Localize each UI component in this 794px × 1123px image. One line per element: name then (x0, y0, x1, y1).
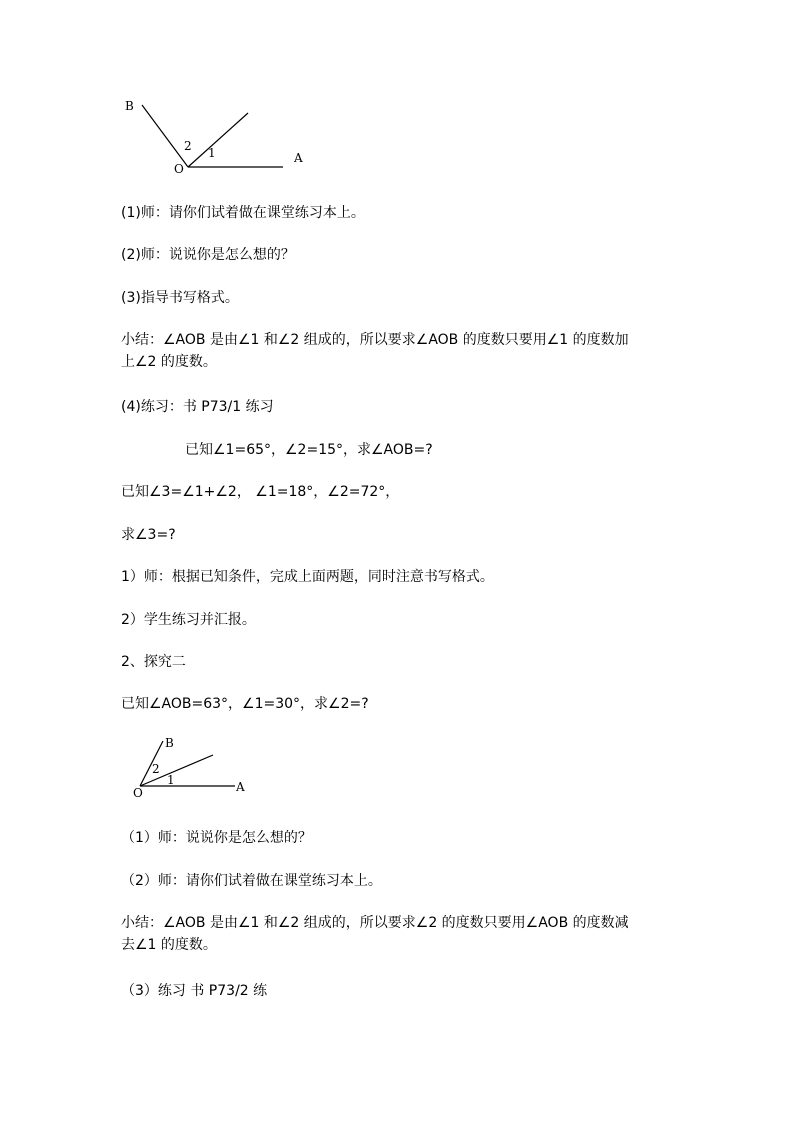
summary-2-line-2: 去∠1 的度数。 (121, 937, 217, 953)
label-2: 2 (152, 762, 160, 776)
p2-step-2: （2）师：请你们试着做在课堂练习本上。 (121, 873, 382, 889)
summary-1-line-2: 上∠2 的度数。 (121, 354, 217, 370)
step-2: (2)师：说说你是怎么想的？ (121, 247, 295, 263)
label-o: O (174, 162, 184, 176)
summary-2 (121, 912, 681, 956)
p2-step-3: （3）练习 书 P73/2 练 (121, 983, 268, 999)
label-2: 2 (184, 139, 192, 153)
section-2-title: 2、探究二 (121, 654, 186, 670)
ray-ob (142, 105, 188, 167)
teacher-note: 1）师：根据已知条件，完成上面两题，同时注意书写格式。 (121, 569, 494, 585)
p2-step-1: （1）师：说说你是怎么想的？ (121, 830, 312, 846)
student-note: 2）学生练习并汇报。 (121, 612, 256, 628)
step-1: (1)师：请你们试着做在课堂练习本上。 (121, 205, 365, 221)
label-b: B (165, 736, 174, 750)
step-3: (3)指导书写格式。 (121, 290, 239, 306)
label-a: A (294, 151, 303, 165)
summary-1 (121, 329, 681, 373)
angle-figure-2-lines (125, 735, 265, 805)
label-a: A (236, 780, 245, 794)
label-o: O (133, 786, 143, 800)
angle-figure-1-lines (120, 95, 320, 180)
step-4: (4)练习：书 P73/1 练习 (121, 399, 274, 415)
exercise-2-line-1: 已知∠3=∠1+∠2， ∠1=18°，∠2=72°， (121, 484, 400, 500)
label-1: 1 (208, 146, 216, 160)
label-1: 1 (167, 773, 175, 787)
angle-figure-1 (120, 95, 320, 180)
exercise-2-line-2: 求∠3=? (121, 527, 176, 543)
problem-2: 已知∠AOB=63°，∠1=30°，求∠2=? (121, 696, 369, 712)
ray-oc (140, 755, 213, 786)
summary-1-line-1: 小结：∠AOB 是由∠1 和∠2 组成的，所以要求∠AOB 的度数只要用∠1 的度数加 (121, 332, 629, 348)
angle-figure-2 (125, 735, 265, 805)
summary-2-line-1: 小结：∠AOB 是由∠1 和∠2 组成的，所以要求∠2 的度数只要用∠AOB 的度数减 (121, 915, 629, 931)
label-b: B (125, 99, 134, 113)
exercise-1: 已知∠1=65°，∠2=15°，求∠AOB=? (185, 442, 433, 458)
ray-oc (188, 113, 248, 167)
